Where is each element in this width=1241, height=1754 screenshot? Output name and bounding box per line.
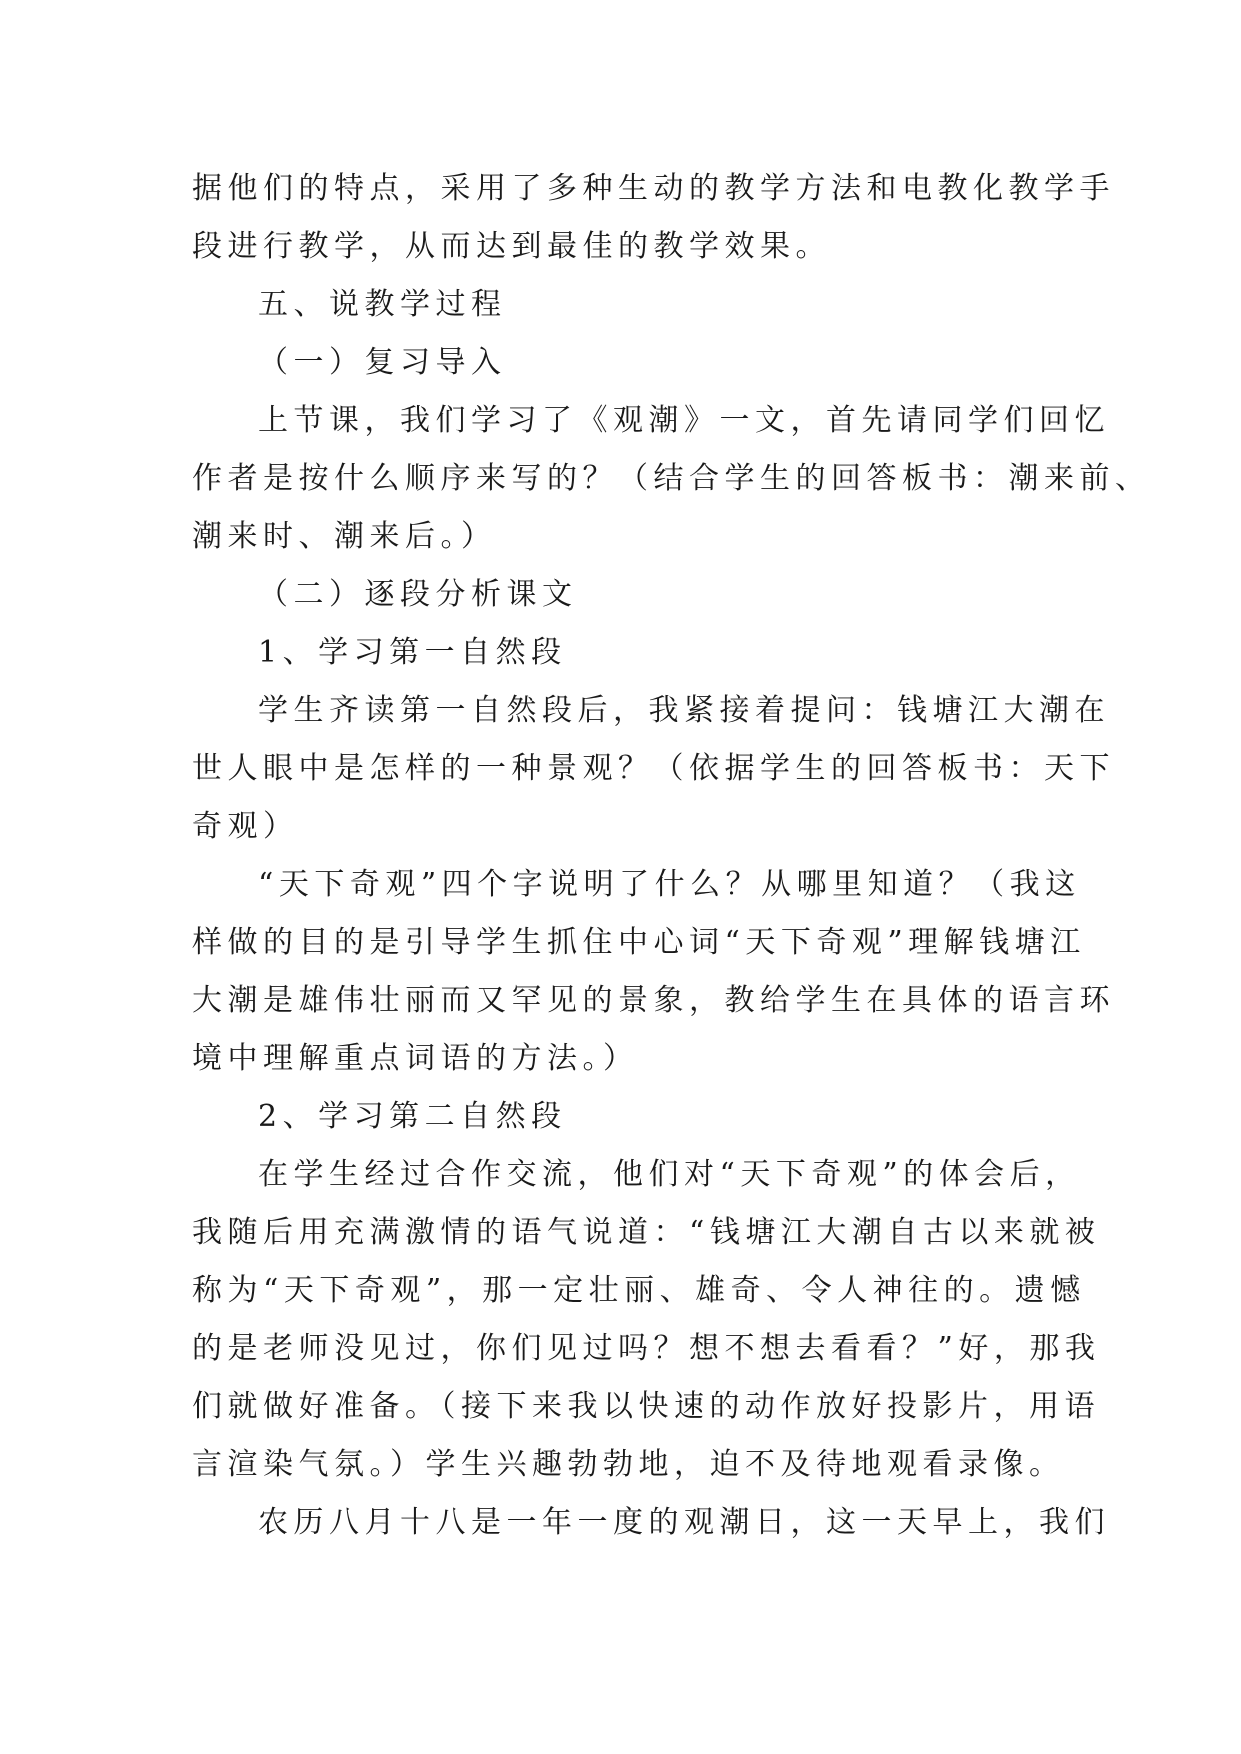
paragraph-line: 世人眼中是怎样的一种景观？（依据学生的回答板书：天下 (192, 751, 1115, 786)
paragraph-line: 农历八月十八是一年一度的观潮日，这一天早上，我们 (258, 1505, 1110, 1540)
paragraph-line: 据他们的特点，采用了多种生动的教学方法和电教化教学手 (192, 171, 1115, 206)
paragraph-line: 段进行教学，从而达到最佳的教学效果。 (192, 229, 831, 264)
paragraph-line: 上节课，我们学习了《观潮》一文，首先请同学们回忆 (258, 403, 1110, 438)
paragraph-line: 在学生经过合作交流，他们对“天下奇观”的体会后， (258, 1157, 1081, 1192)
document-body (192, 160, 1151, 1552)
paragraph-line: 学生齐读第一自然段后，我紧接着提问：钱塘江大潮在 (258, 693, 1110, 728)
section-heading: 五、说教学过程 (258, 287, 507, 322)
item-heading: 1、学习第一自然段 (258, 635, 567, 670)
paragraph-line: 们就做好准备。（接下来我以快速的动作放好投影片，用语 (192, 1389, 1100, 1424)
paragraph-line: “天下奇观”四个字说明了什么？从哪里知道？（我这 (258, 867, 1081, 902)
paragraph-line: 奇观） (192, 809, 299, 844)
paragraph-line: 言渲染气氛。）学生兴趣勃勃地，迫不及待地观看录像。 (192, 1447, 1065, 1482)
paragraph-line: 作者是按什么顺序来写的？（结合学生的回答板书：潮来前、 (192, 461, 1151, 496)
paragraph-line: 潮来时、潮来后。） (192, 519, 497, 554)
paragraph-line: 的是老师没见过，你们见过吗？想不想去看看？”好，那我 (192, 1331, 1101, 1366)
paragraph-line: 境中理解重点词语的方法。） (192, 1041, 639, 1076)
subsection-heading: （二）逐段分析课文 (258, 577, 578, 612)
subsection-heading: （一）复习导入 (258, 345, 507, 380)
paragraph-line: 样做的目的是引导学生抓住中心词“天下奇观”理解钱塘江 (192, 925, 1086, 960)
item-heading: 2、学习第二自然段 (258, 1099, 567, 1134)
paragraph-line: 我随后用充满激情的语气说道：“钱塘江大潮自古以来就被 (192, 1215, 1101, 1250)
paragraph-line: 称为“天下奇观”，那一定壮丽、雄奇、令人神往的。遗憾 (192, 1273, 1086, 1308)
paragraph-line: 大潮是雄伟壮丽而又罕见的景象，教给学生在具体的语言环 (192, 983, 1115, 1018)
